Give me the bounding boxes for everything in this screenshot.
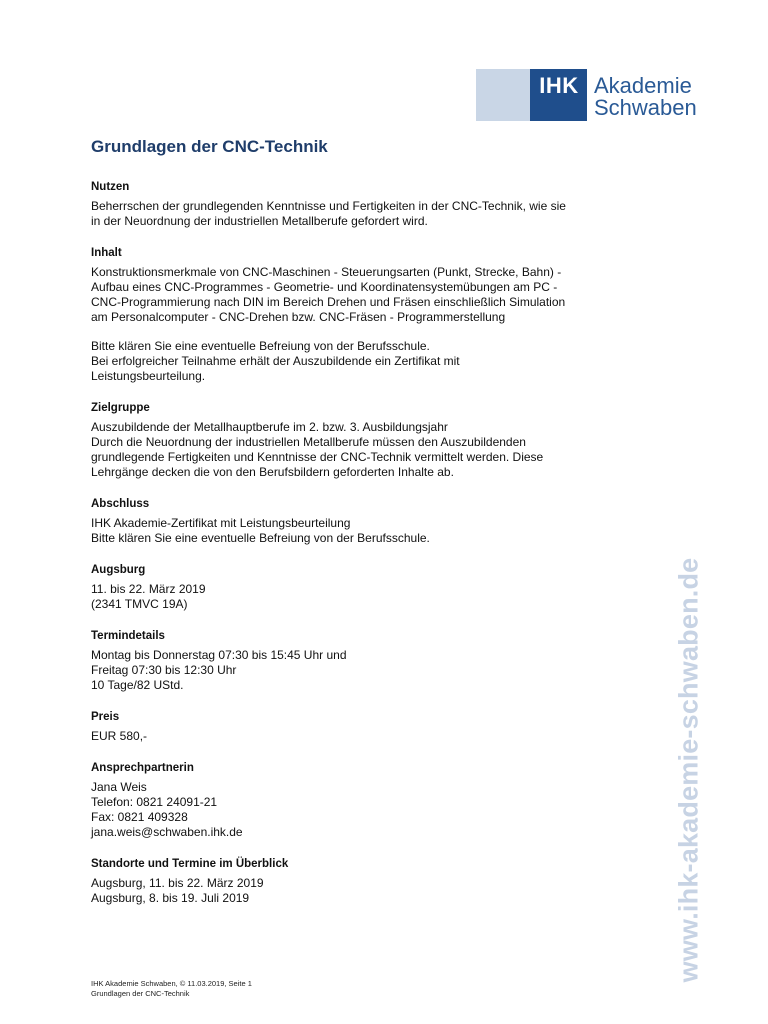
section-heading: Inhalt bbox=[91, 247, 122, 259]
text-line: Augsburg, 8. bis 19. Juli 2019 bbox=[91, 891, 250, 905]
document-body bbox=[91, 137, 611, 924]
section bbox=[91, 858, 611, 906]
text-line: Bei erfolgreicher Teilnahme erhält der Auszubildende ein Zertifikat mit bbox=[91, 354, 460, 368]
section bbox=[91, 711, 611, 744]
text-line: CNC-Programmierung nach DIN im Bereich Drehen und Fräsen einschließlich Simulation bbox=[91, 295, 566, 309]
section bbox=[91, 181, 611, 229]
text-line: Konstruktionsmerkmale von CNC-Maschinen - Steuerungsarten (Punkt, Strecke, Bahn) - bbox=[91, 265, 562, 279]
section-heading: Augsburg bbox=[91, 564, 146, 576]
section-paragraph bbox=[91, 420, 611, 480]
text-line: jana.weis@schwaben.ihk.de bbox=[91, 825, 243, 839]
text-line: Leistungsbeurteilung. bbox=[91, 369, 206, 383]
text-line: Durch die Neuordnung der industriellen Metallberufe müssen den Auszubildenden bbox=[91, 435, 526, 449]
text-line: Fax: 0821 409328 bbox=[91, 810, 188, 824]
logo-akademie-text: Akademie bbox=[594, 73, 692, 98]
section-paragraph bbox=[91, 648, 611, 693]
text-line: EUR 580,- bbox=[91, 729, 148, 743]
logo-pale-block bbox=[476, 69, 530, 121]
section-heading: Standorte und Termine im Überblick bbox=[91, 858, 289, 870]
section-paragraph bbox=[91, 265, 611, 325]
sidebar-url-text: www.ihk-akademie-schwaben.de bbox=[673, 557, 704, 983]
section-heading: Ansprechpartnerin bbox=[91, 762, 194, 774]
section bbox=[91, 247, 611, 384]
section bbox=[91, 498, 611, 546]
sidebar-url-watermark bbox=[672, 557, 706, 983]
ihk-akademie-schwaben-logo bbox=[476, 69, 700, 121]
section-heading: Termindetails bbox=[91, 630, 165, 642]
page-footer bbox=[91, 979, 252, 999]
logo-schwaben-text: Schwaben bbox=[594, 95, 697, 120]
text-line: 10 Tage/82 UStd. bbox=[91, 678, 184, 692]
section-paragraph bbox=[91, 339, 611, 384]
section-paragraph bbox=[91, 582, 611, 612]
text-line: Augsburg, 11. bis 22. März 2019 bbox=[91, 876, 264, 890]
section-paragraph bbox=[91, 516, 611, 546]
section-heading: Zielgruppe bbox=[91, 402, 150, 414]
text-line: Montag bis Donnerstag 07:30 bis 15:45 Uhr und bbox=[91, 648, 347, 662]
section bbox=[91, 762, 611, 840]
footer-line-2: Grundlagen der CNC-Technik bbox=[91, 989, 190, 998]
text-line: Jana Weis bbox=[91, 780, 147, 794]
section-heading: Preis bbox=[91, 711, 120, 723]
text-line: 11. bis 22. März 2019 bbox=[91, 582, 206, 596]
text-line: Auszubildende der Metallhauptberufe im 2. bzw. 3. Ausbildungsjahr bbox=[91, 420, 448, 434]
section-heading: Abschluss bbox=[91, 498, 150, 510]
section bbox=[91, 402, 611, 480]
text-line: in der Neuordnung der industriellen Metallberufe gefordert wird. bbox=[91, 214, 428, 228]
text-line: Freitag 07:30 bis 12:30 Uhr bbox=[91, 663, 237, 677]
text-line: am Personalcomputer - CNC-Drehen bzw. CNC-Fräsen - Programmerstellung bbox=[91, 310, 506, 324]
section-paragraph bbox=[91, 729, 611, 744]
logo-ihk-text: IHK bbox=[539, 73, 579, 98]
text-line: (2341 TMVC 19A) bbox=[91, 597, 188, 611]
section-paragraph bbox=[91, 780, 611, 840]
section bbox=[91, 564, 611, 612]
sections-container bbox=[91, 181, 611, 906]
section-paragraph bbox=[91, 199, 611, 229]
text-line: grundlegende Fertigkeiten und Kenntnisse der CNC-Technik vermittelt werden. Diese bbox=[91, 450, 544, 464]
section-paragraph bbox=[91, 876, 611, 906]
text-line: IHK Akademie-Zertifikat mit Leistungsbeurteilung bbox=[91, 516, 351, 530]
text-line: Beherrschen der grundlegenden Kenntnisse und Fertigkeiten in der CNC-Technik, wie sie bbox=[91, 199, 566, 213]
text-line: Aufbau eines CNC-Programmes - Geometrie- und Koordinatensystemübungen am PC - bbox=[91, 280, 558, 294]
page-title: Grundlagen der CNC-Technik bbox=[91, 137, 328, 156]
section-heading: Nutzen bbox=[91, 181, 130, 193]
text-line: Bitte klären Sie eine eventuelle Befreiung von der Berufsschule. bbox=[91, 339, 430, 353]
text-line: Bitte klären Sie eine eventuelle Befreiung von der Berufsschule. bbox=[91, 531, 430, 545]
text-line: Lehrgänge decken die von den Berufsbildern geforderten Inhalte ab. bbox=[91, 465, 454, 479]
footer-line-1: IHK Akademie Schwaben, © 11.03.2019, Seite 1 bbox=[91, 979, 252, 988]
section bbox=[91, 630, 611, 693]
text-line: Telefon: 0821 24091-21 bbox=[91, 795, 218, 809]
